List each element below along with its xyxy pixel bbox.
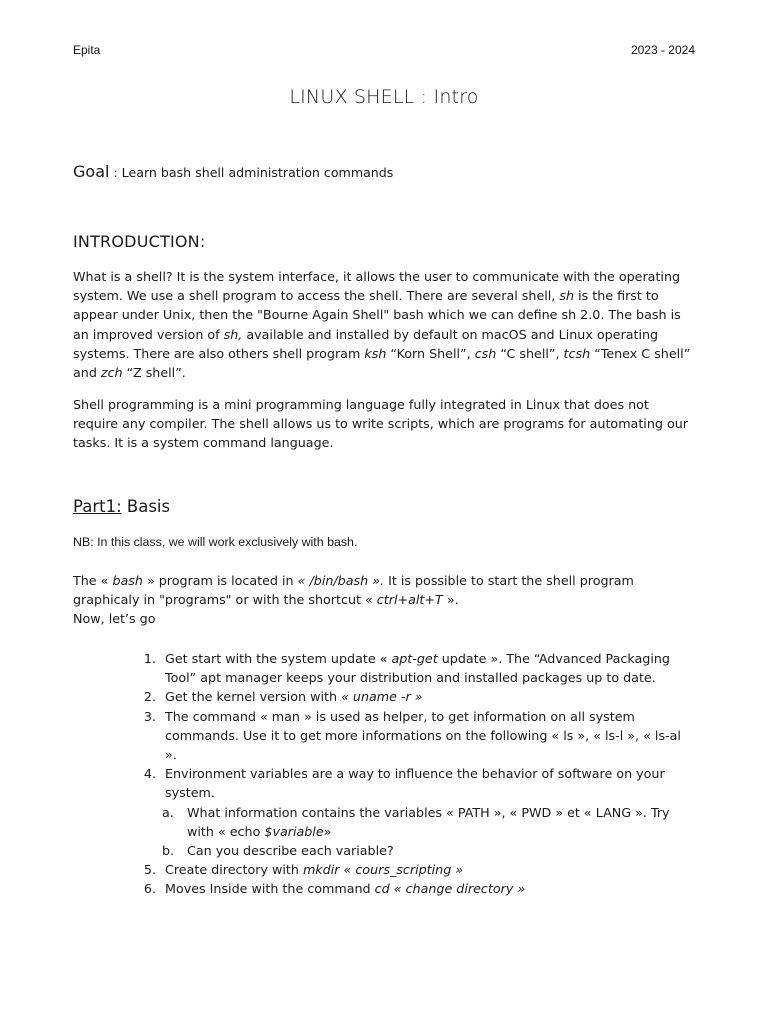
steps-list xyxy=(140,649,696,899)
list-item-number: 3. xyxy=(143,708,156,724)
list-item-number: 4. xyxy=(143,766,156,782)
introduction-paragraph-1: What is a shell? It is the system interface, it allows the user to communicate with the operating system. We use a shell program to access the shell. There are several shell, sh is the first to appear under Unix, then the "Bourne Again Shell" bash which we can define sh 2.0. The bash is an improved version of sh, available and installed by default on macOS and Linux operating systems. There are also others shell program ksh “Korn Shell”, csh “C shell”, tcsh “Tenex C shell” and zch “Z shell”. xyxy=(73,269,691,381)
list-item: 6. Moves Inside with the command cd « change directory » xyxy=(140,879,696,898)
part1-intro-paragraph: The « bash » program is located in « /bin/bash ». It is possible to start the shell program graphicaly in "programs" or with the shortcut « ctrl+alt+T ». Now, let’s go xyxy=(73,573,634,627)
page-header xyxy=(73,43,695,61)
introduction-paragraph-2: Shell programming is a mini programming language fully integrated in Linux that does not require any compiler. The shell allows us to write scripts, which are programs for automating our tasks. It is a system command language. xyxy=(73,397,688,451)
header-school: Epita xyxy=(73,43,101,57)
list-item: 5. Create directory with mkdir « cours_scripting » xyxy=(140,860,696,879)
list-item: 3. The command « man » is used as helper, to get information on all system commands. Use it to get more informations on the following « ls », « ls-l », « ls-al ». xyxy=(140,707,696,765)
part1-title: Basis xyxy=(121,497,171,516)
list-item: 1. Get start with the system update « apt-get update ». The “Advanced Packaging Tool” apt manager keeps your distribution and installed packages up to date. xyxy=(140,649,696,687)
sub-list-item: b. Can you describe each variable? xyxy=(140,841,696,860)
sub-list-item-letter: a. xyxy=(162,804,174,820)
sub-list-item-letter: b. xyxy=(162,843,175,859)
sub-list-item: a. What information contains the variables « PATH », « PWD » et « LANG ». Try with « echo $variable» xyxy=(162,804,670,839)
goal-label: Goal xyxy=(73,162,110,181)
goal-line xyxy=(73,162,695,181)
list-item-number: 1. xyxy=(143,651,156,666)
header-year: 2023 - 2024 xyxy=(630,43,695,57)
part1-number: Part1: xyxy=(73,497,122,516)
document-title: LINUX SHELL : Intro xyxy=(289,86,479,108)
list-item-number: 5. xyxy=(143,862,156,878)
list-item-number: 2. xyxy=(143,689,156,705)
introduction-heading: INTRODUCTION: xyxy=(73,232,206,251)
goal-text: : Learn bash shell administration commands xyxy=(109,165,394,180)
list-item: 2. Get the kernel version with « uname -r » xyxy=(140,687,696,706)
part1-heading xyxy=(73,497,170,516)
list-item-number: 6. xyxy=(143,881,156,897)
part1-note: NB: In this class, we will work exclusively with bash. xyxy=(73,535,358,549)
list-item: 4. Environment variables are a way to influence the behavior of software on your system. xyxy=(140,764,696,802)
